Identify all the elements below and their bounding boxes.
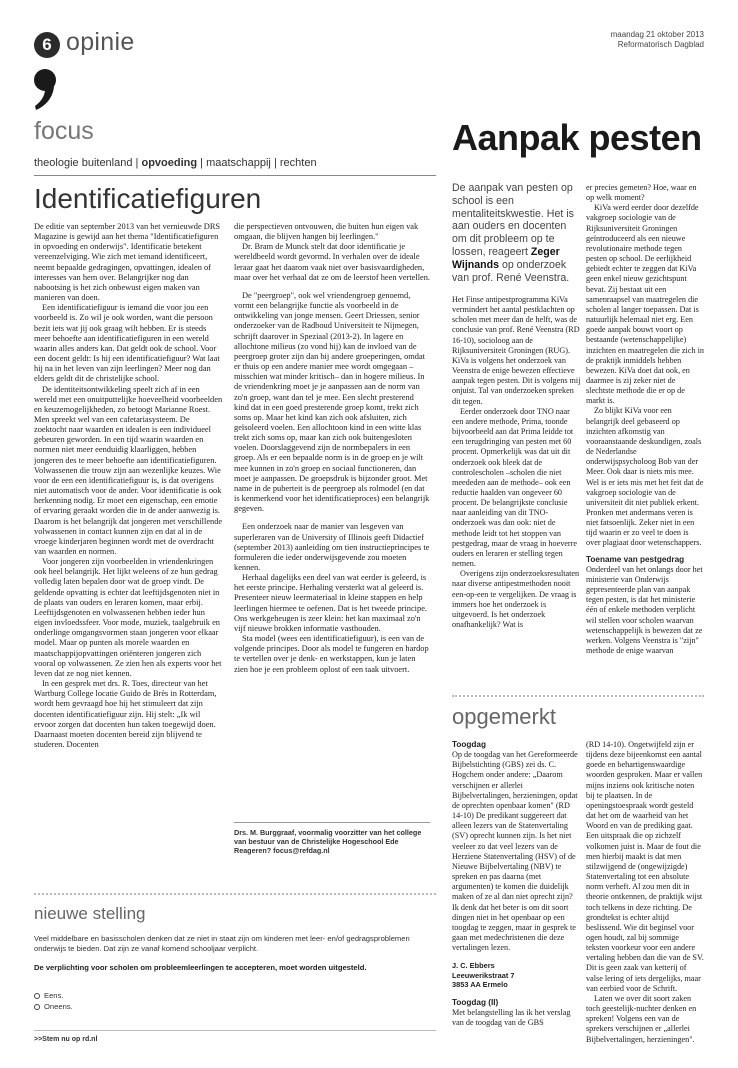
focus-paragraph: Sta model (wees een identificatiefiguur), is een van de volgende principes. Door als model te fungeren en hardop te vertellen over je denk- en werkstappen, kun je laten zien hoe je een probleem oplost of een taak uitvoert. — [234, 634, 429, 674]
opgemerkt-col1 — [452, 740, 580, 1055]
focus-paragraph: die perspectieven ontvouwen, die buiten hun eigen vak omgaan, die blijven hangen bij leerlingen." — [234, 222, 419, 242]
stelling-options — [34, 990, 73, 1012]
article-paragraph: KiVa werd eerder door dezelfde vakgroep sociologie van de Rijksuniversiteit Groningen geïntroduceerd als een nieuwe revolutionaire methode tegen pesten op school. De eerlijkheid gebiedt echter te zeggen dat KiVa geen enkel nieuw gezichtspunt bevat. Zij bestaat uit een samenraapsel van maatregelen die scholen al langer toepassen. Dat is natuurlijk helemaal niet erg. Een goede aanpak bouwt voort op bestaande (wetenschappelijke) inzichten en maatregelen die zich in de praktijk inmiddels hebben bewezen. KiVa doet dat ook, en daarmee is zij zeker niet de slechtste methode die er op de markt is. — [586, 203, 704, 406]
article-paragraph: Het Finse antipestprogramma KiVa vermindert het aantal pestklachten op scholen met meer dan de helft, was de conclusie van prof. René Veenstra (RD 16-10), socioloog aan de Rijksuniversiteit Groningen (RUG). KiVa is volgens het onderzoek van Veenstra de enige bewezen effectieve aanpak tegen pesten. Dit is volgens mij onjuist. Tal van onderzoeken spreken dit tegen. — [452, 295, 581, 406]
option-eens[interactable]: Eens. — [34, 990, 73, 1001]
focus-paragraph: Een identificatiefiguur is iemand die voor jou een voorbeeld is. Zo wil je ook worden, want die persoon bezit iets wat jij ook graag wilt hebben. Er is steeds meer behoefte aan identificatiefiguren in een wereld waarin alles anders kan. Dat geldt ook de school. Voor een docent geldt: Is hij een identificatiefiguur? Wat laat hij na in het leven van zijn leerlingen? Meer nog dan elders geldt dit de christelijke school. — [34, 303, 220, 384]
stelling-divider — [34, 893, 436, 895]
focus-paragraph: Dr. Bram de Munck stelt dat door identificatie je wereldbeeld wordt gevormd. In verhalen over de ideale leraar gaat het daarom vaak niet over basisvaardigheden, maar over het verhaal dat ze om de leerstof heen vertellen. — [234, 242, 430, 282]
article-paragraph: Overigens zijn onderzoeksresultaten naar diverse antipestmethoden nooit een-op-een te vergelijken. De vraag is immers hoe het onderzoek is uitgevoerd. Is het onderzoek onafhankelijk? Wat is — [452, 569, 580, 629]
focus-paragraph: De editie van september 2013 van het vernieuwde DRS Magazine is gewijd aan het thema "Identificatiefiguren in opvoeding en onderwijs". Identificatie betekent vereenzelviging. Wie zich met iemand identificeert, neemt bepaalde gedragingen, opvattingen, idealen of interesses van hem over. Belangrijker nog dan nabootsing is het zich onbewust eigen maken van manieren van doen. — [34, 222, 221, 303]
letter-title: Toogdag (II) — [452, 997, 499, 1007]
focus-article-col2 — [234, 222, 430, 822]
stelling-question: De verplichting voor scholen om probleemleerlingen te accepteren, moet worden uitgesteld. — [34, 963, 367, 972]
article-paragraph: Onderdeel van het onlangs door het ministerie van Onderwijs gepresenteerde plan van aanpak tegen pesten, is dat het ministerie één of enkele methoden verplicht wil stellen voor scholen waarvan wetenschappelijk is bewezen dat ze werken. Volgens Veenstra is "zijn" methode de enige waarvan — [586, 564, 703, 656]
focus-author-credit: Drs. M. Burggraaf, voormalig voorzitter van het college van bestuur van de Christelijke Hogeschool Ede Reageren? focus@refdag.nl — [234, 828, 422, 855]
focus-paragraph: Voor jongeren zijn voorbeelden in vriendenkringen ook heel belangrijk. Het lijkt weleens of ze hun gedrag volledig laten bepalen door wat de groep vindt. De geldende opvatting is echter dat leeftijdsgenoten niet in de plaats van ouders en leraren komen, maar erbij. Leeftijdsgenoten en volwassenen hebben ieder hun eigen invloedssfeer. Voor mode, muziek, taalgebruik en onderlinge omgangsvormen staan jongeren voor elkaar model. Maar op punten als morele waarden en maatschappijopvattingen oriënteren jongeren zich vooral op volwassenen. Ze zien hen als experts voor het leven dat ze nog niet kennen. — [34, 557, 222, 678]
focus-title: focus — [34, 117, 94, 145]
issue-date: maandag 21 oktober 2013 — [610, 30, 704, 39]
stelling-title: nieuwe stelling — [34, 904, 146, 923]
focus-paragraph: De "peergroep", ook wel vriendengroep genoemd, vormt een belangrijke functie als voorbeeld in de ontwikkeling van jonge mensen. Geert Driessen, senior onderzoeker van de Radboud Universiteit te Nijmegen, schrijft daarover in Speziaal (2013-2). In lagere en allochtone milieus (zo vond hij) kan de invloed van de peergroep groter zijn dan bij andere groeperingen, omdat er thuis op een andere manier mee wordt omgegaan –misschien wat minder kritisch– dan in hogere milieus. In de vriendenkring moet je je aanpassen aan de norm van zo'n groep, want dan tel je mee. Een slecht presterend kind dat in een goed presterende groep komt, trekt zich soms op. Maar het kind kan zich ook afsluiten, zich geïsoleerd voelen. Een allochtoon kind in een witte klas trekt zich soms op, maar kan zich ook buitengesloten voelen. Doorslaggevend zijn de normbepalers in een groep. Als er een bepaalde norm is in de groep en je wilt mee kunnen in zo'n groep en sociaal functioneren, dan moet je aanpassen. De groepsdruk is bijzonder groot. Met name in de puberteit is de peergroep als rolmodel (en dat is kenmerkend voor het identificatieproces) een belangrijk gegeven. — [234, 290, 430, 514]
page-number: 6 — [34, 32, 60, 58]
radio-icon[interactable] — [34, 1004, 40, 1010]
letter-signature: J. C. Ebbers Leeuwerikstraat 7 3853 AA Ermelo — [452, 961, 515, 990]
article-col2 — [586, 183, 704, 663]
letter-paragraph: Op de toogdag van het Gereformeerde Bijbelstichting (GBS) zei ds. C. Hogchem onder andere: „Daarom verschijnen er allerlei Bijbelvertalingen, herzieningen, opdat de oprechten openbaar komen" (RD 14-10) De predikant suggereert dat alleen lezers van de Statenvertaling (SV) oprecht kunnen zijn. Is het niet veeleer zo dat veel lezers van de Herziene Statenvertaling (HSV) of de Nieuwe Bijbelvertaling (NBV) te spreken en pas daarna (met argumenten) te komen die duidelijk maken of ze al dan niet oprecht zijn? Ik denk dat het beter is om dit soort dingen niet in het openbaar op een toogdag te zeggen, maar in gesprek te gaan met medechristenen die deze vertalingen lezen. — [452, 750, 578, 953]
newspaper-name: Reformatorisch Dagblad — [617, 40, 704, 49]
credit-rule — [234, 822, 430, 823]
article-paragraph: er precies gemeten? Hoe, waar en op welk moment? — [586, 183, 697, 203]
opgemerkt-col2 — [586, 740, 704, 1055]
letter-paragraph: Met belangstelling las ik het verslag van de toogdag van de GBS — [452, 1007, 571, 1028]
page-header — [34, 28, 704, 108]
focus-article-col1 — [34, 222, 224, 862]
option-oneens[interactable]: Oneens. — [34, 1001, 73, 1012]
nav-item-theologie[interactable]: theologie buitenland — [34, 157, 133, 169]
section-comma-mark — [32, 68, 58, 112]
letter-title: Toogdag — [452, 740, 486, 749]
stelling-bottom-rule — [34, 1030, 436, 1031]
focus-paragraph: Een onderzoek naar de manier van lesgeven van superleraren van de University of Illinois geeft Didactief (september 2013) aanleiding om tien instructieprincipes te formuleren die ieder onderwijsgevende zou moeten kennen. — [234, 522, 430, 572]
article-lead: De aanpak van pesten op school is een mentaliteitskwestie. Het is aan ouders en docenten om dit probleem op te lossen, reageert Zeger Wijnands op onderzoek van prof. René Veenstra. — [452, 182, 574, 284]
article-col1 — [452, 295, 582, 665]
focus-paragraph: In een gesprek met drs. R. Toes, directeur van het Wartburg College locatie Guido de Brès in Rotterdam, wordt hem gevraagd hoe hij het stimuleert dat zijn docenten identificatiefiguur zijn. Hij stelt: „Ik wil ervoor zorgen dat docenten hun taken toegewijd doen. Daarnaast moeten docenten bereid zijn blijvend te studeren. Docenten — [34, 679, 217, 749]
opgemerkt-title: opgemerkt — [452, 704, 556, 729]
nav-item-rechten[interactable]: rechten — [279, 157, 317, 169]
article-headline: Aanpak pesten — [452, 117, 702, 158]
focus-nav-rule — [34, 175, 436, 176]
radio-icon[interactable] — [34, 993, 40, 999]
article-paragraph: Eerder onderzoek door TNO naar een andere methode, Prima, toonde bijvoorbeeld aan dat Prima leidde tot een terugdringing van pesten met 60 procent. Opmerkelijk was dat uit dit onderzoek ook bleek dat de controlescholen –scholen die niet meededen aan de methode– ook een reductie haalden van ongeveer 60 procent. De belangrijkste conclusie naar aanleiding van dit TNO-onderzoek was dan ook: niet de methode leidt tot het stoppen van pestgedrag, maar de vraag in hoeverre ouders en leraren er stelling tegen nemen. — [452, 406, 578, 569]
focus-headline: Identificatiefiguren — [34, 183, 262, 214]
article-paragraph: Zo blijkt KiVa voor een belangrijk deel gebaseerd op inzichten afkomstig van vooraanstaande deskundigen, zoals de Nederlandse onderwijspsycholoog Bob van der Meer. Ook daar is niets mis mee. Wel is er iets mis met het feit dat de vakgroep sociologie van de universiteit dit niet publiek erkent. Pronken met andermans veren is niet fatsoenlijk. Zeker niet in een tijd waarin er zo veel te doen is over plagiaat door wetenschappers. — [586, 406, 704, 548]
letter-paragraph: Laten we over dit soort zaken toch geestelijk-nuchter denken en spreken! Volgens een van de sprekers verschijnen er „allerlei Bijbelvertalingen, herzieningen". — [586, 993, 697, 1044]
opgemerkt-divider — [452, 695, 704, 697]
nav-item-maatschappij[interactable]: maatschappij — [206, 157, 271, 169]
article-subhead: Toename van pestgedrag — [586, 554, 685, 564]
letter-paragraph: (RD 14-10). Ongetwijfeld zijn er tijdens deze bijeenkomst een aantal goede en behartigenswaardige woorden gesproken. Maar er vallen mijns inziens ook kritische noten bij te plaatsen. In de openingstoespraak wordt gesteld dat het om de waarheid van het Woord en van de prediking gaat. Een uitspraak die op zichzelf volkomen juist is. Maar de fout die men hierbij maakt is dat men stilzwijgend de (ongewijzigde) Statenvertaling tot een absolute norm verheft. Al zou men dit in theorie ontkennen, de praktijk wijst toch telkens in deze richting. De grondtekst is echter altijd beslissend. Wie dit beginsel voor ogen houdt, zal bij sommige teksten voorkeur voor een andere vertaling hebben dan die van de SV. Dit is geen zaak van ketterij of valse lering of iets dergelijks, maar van eerbied voor de Schrift. — [586, 740, 704, 993]
focus-paragraph: De identiteitsontwikkeling speelt zich af in een wereld met een onuitputtelijke hoeveelheid voorbeelden en keuzemogelijkheden, zo betoogt Marianne Roest. Men spreekt wel van een cafetariasysteem. De zoektocht naar waarden en idealen is een individueel gebeuren geworden. In een tijd waarin waarden en normen niet meer eenduidig klaarliggen, hebben jongeren des te meer behoefte aan identificatiefiguren. Volwassenen die trouw zijn aan wezenlijke keuzes. Wie voor de een een identificatiefiguur is, is dat overigens niet automatisch voor de ander. Voor identificatie is ook herkenning nodig. Er moet een eigenschap, een emotie of ervaring geraakt worden die in de ander aanwezig is. Daarom is het belangrijk dat jongeren met verschillende volwassenen in contact kunnen zijn en dat al in de vroege kinderjaren beginnen wordt met de overdracht van waarden en normen. — [34, 384, 223, 556]
focus-nav: theologie buitenland | opvoeding | maatschappij | rechten — [34, 157, 317, 169]
nav-item-opvoeding[interactable]: opvoeding — [141, 157, 198, 169]
vote-link[interactable]: >>Stem nu op rd.nl — [34, 1036, 98, 1043]
section-title: opinie — [66, 28, 135, 56]
focus-paragraph: Herhaal dagelijks een deel van wat eerder is geleerd, is het eerste principe. Herhaling versterkt wat al geleerd is. Presenteer nieuw leermateriaal in kleine stappen en help leerlingen hiermee te oefenen. Dat is het tweede principe. Ons werkgeheugen is zeer klein: het kan maximaal zo'n vijf nieuwe brokken informatie vasthouden. — [234, 573, 428, 633]
stelling-intro: Veel middelbare en basisscholen denken dat ze niet in staat zijn om kinderen met leer- en/of gedragsproblemen onderwijs te bieden. Dat zijn ze vanaf komend schooljaar verplicht. — [34, 934, 410, 953]
